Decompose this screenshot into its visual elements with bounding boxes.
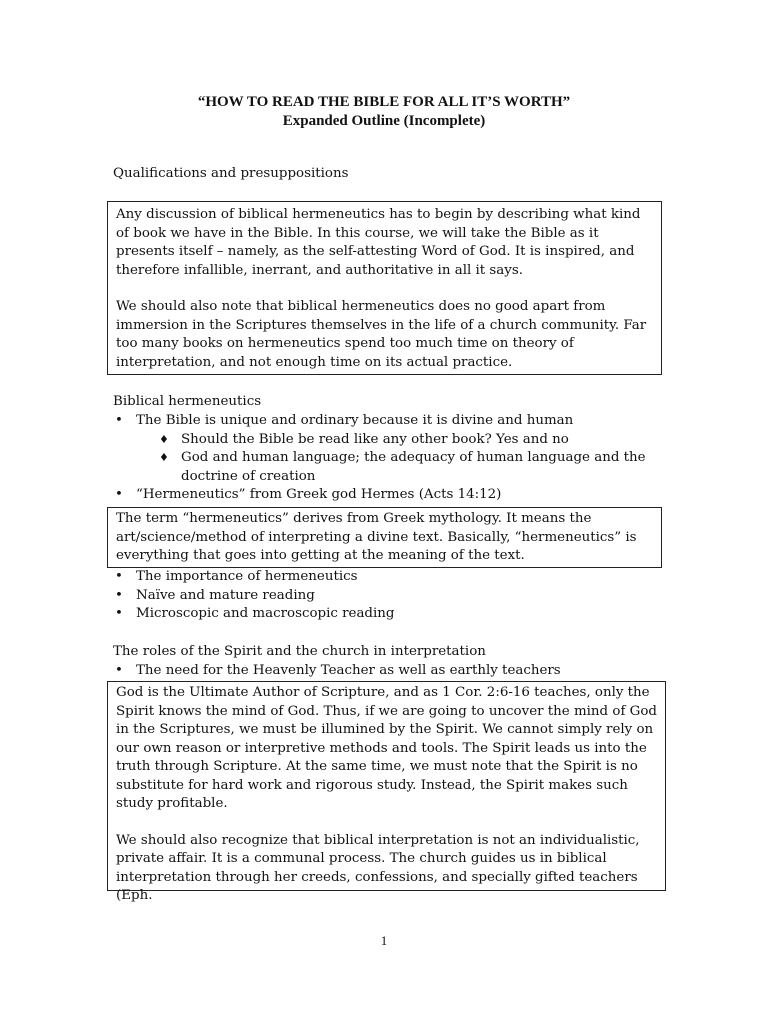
section-heading-spirit-church: The roles of the Spirit and the church in interpretation bbox=[113, 644, 486, 659]
page-number: 1 bbox=[380, 933, 388, 948]
document-title-block bbox=[0, 93, 768, 131]
hermeneutics-bullets-after bbox=[113, 568, 673, 624]
spirit-box bbox=[107, 681, 666, 903]
list-item bbox=[113, 412, 673, 486]
list-item: • Microscopic and macroscopic reading bbox=[113, 605, 673, 624]
section-heading-hermeneutics: Biblical hermeneutics bbox=[113, 394, 262, 409]
list-item: • Naïve and mature reading bbox=[113, 587, 673, 606]
box-paragraph: We should also recognize that biblical interpretation is not an individualistic, private affair. It is a communal process. The church guides us in biblical interpretation through her creeds, confessions, and specially gifted teachers (Eph. bbox=[116, 832, 640, 903]
list-item: • The need for the Heavenly Teacher as well as earthly teachers bbox=[113, 662, 673, 681]
hermeneutics-definition-box bbox=[107, 507, 662, 568]
list-item: • The importance of hermeneutics bbox=[113, 568, 673, 587]
sub-bullets bbox=[136, 431, 673, 487]
section-heading-qualifications: Qualifications and presuppositions bbox=[113, 166, 349, 181]
box-paragraph: Any discussion of biblical hermeneutics has to begin by describing what kind of book we have in the Bible. In this course, we will take the Bible as it presents itself – namely, as the self-attesting Word of God. It is inspired, and therefore infallible, inerrant, and authoritative in all it says. bbox=[116, 207, 641, 278]
list-item: • “Hermeneutics” from Greek god Hermes (Acts 14:12) bbox=[113, 486, 673, 505]
list-item: ♦ Should the Bible be read like any other book? Yes and no bbox=[136, 431, 673, 450]
hermeneutics-bullets bbox=[113, 412, 673, 505]
document-subtitle: Expanded Outline (Incomplete) bbox=[282, 113, 486, 129]
document-title: “HOW TO READ THE BIBLE FOR ALL IT’S WORTH” bbox=[197, 94, 571, 110]
list-item: ♦ God and human language; the adequacy of human language and the doctrine of creation bbox=[136, 449, 673, 486]
bullet-text: The Bible is unique and ordinary because it is divine and human bbox=[136, 413, 574, 428]
qualifications-box bbox=[107, 201, 662, 375]
spirit-bullets bbox=[113, 662, 673, 681]
box-paragraph: We should also note that biblical hermeneutics does no good apart from immersion in the Scriptures themselves in the life of a church community. Far too many books on hermeneutics spend too much time on theory of interpretation, and not enough time on its actual practice. bbox=[116, 299, 647, 370]
box-paragraph: The term “hermeneutics” derives from Greek mythology. It means the art/science/method of interpreting a divine text. Basically, “hermeneutics” is everything that goes into getting at the meaning of the text. bbox=[116, 511, 637, 563]
box-paragraph: God is the Ultimate Author of Scripture, and as 1 Cor. 2:6-16 teaches, only the Spirit knows the mind of God. Thus, if we are going to uncover the mind of God in the Scriptures, we must be illumined by the Spirit. We cannot simply rely on our own reason or interpretive methods and tools. The Spirit leads us into the truth through Scripture. At the same time, we must note that the Spirit is no substitute for hard work and rigorous study. Instead, the Spirit makes such study profitable. bbox=[116, 685, 657, 811]
